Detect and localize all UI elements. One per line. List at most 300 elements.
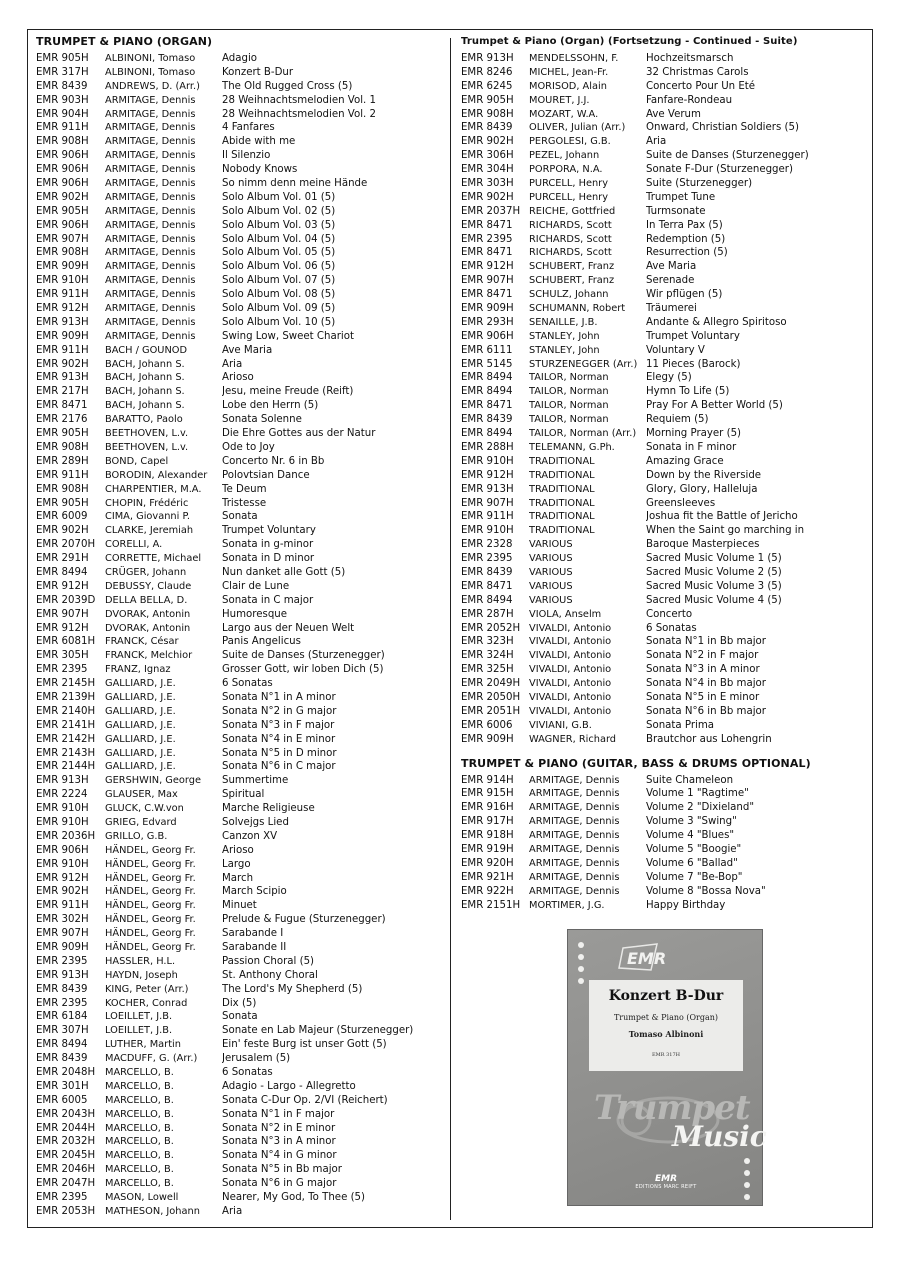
title: Ode to Joy <box>222 441 275 453</box>
title: Sacred Music Volume 4 (5) <box>646 594 782 606</box>
composer: VARIOUS <box>529 539 573 551</box>
title: Sonata N°6 in Bb major <box>646 705 766 717</box>
composer: BEETHOVEN, L.v. <box>105 428 189 440</box>
title: Voluntary V <box>646 344 705 356</box>
title: Summertime <box>222 775 289 787</box>
title: The Lord's My Shepherd (5) <box>222 983 363 995</box>
composer: MARCELLO, B. <box>105 1136 174 1148</box>
title: Minuet <box>222 900 257 912</box>
title: Solo Album Vol. 04 (5) <box>222 233 336 245</box>
composer: CLARKE, Jeremiah <box>105 525 194 537</box>
catalog-right-row <box>461 358 866 372</box>
composer: GRILLO, G.B. <box>105 830 168 842</box>
catalog-left-row <box>36 552 446 566</box>
edition-number: EMR 912H <box>36 622 89 634</box>
edition-number: EMR 8439 <box>36 1053 88 1065</box>
composer: ARMITAGE, Dennis <box>105 178 196 190</box>
catalog-left-row <box>36 52 446 66</box>
composer: ARMITAGE, Dennis <box>105 136 196 148</box>
catalog-left-row <box>36 1177 446 1191</box>
catalog-left-row <box>36 913 446 927</box>
edition-number: EMR 912H <box>36 303 89 315</box>
edition-number: EMR 913H <box>461 483 514 495</box>
title: 4 Fanfares <box>222 122 275 134</box>
edition-number: EMR 908H <box>36 441 89 453</box>
edition-number: EMR 8494 <box>461 594 513 606</box>
title: Il Silenzio <box>222 150 271 162</box>
composer: HÄNDEL, Georg Fr. <box>105 872 196 884</box>
composer: RICHARDS, Scott <box>529 233 612 245</box>
title: Sacred Music Volume 2 (5) <box>646 566 782 578</box>
catalog-left-row <box>36 1052 446 1066</box>
composer: VIVALDI, Antonio <box>529 650 612 662</box>
catalog-left-row <box>36 1066 446 1080</box>
title: Sonata in g-minor <box>222 539 314 551</box>
catalog-right-row <box>461 649 866 663</box>
composer: ARMITAGE, Dennis <box>529 802 620 814</box>
title: Serenade <box>646 275 695 287</box>
composer: TRADITIONAL <box>529 497 595 509</box>
edition-number: EMR 2142H <box>36 733 96 745</box>
edition-number: EMR 902H <box>461 136 514 148</box>
cover-dots-bottom <box>744 1158 750 1206</box>
composer: DELLA BELLA, D. <box>105 594 188 606</box>
composer: DVORAK, Antonin <box>105 622 191 634</box>
edition-number: EMR 6005 <box>36 1094 88 1106</box>
composer: SCHULZ, Johann <box>529 289 609 301</box>
composer: VIVALDI, Antonio <box>529 664 612 676</box>
title: Spiritual <box>222 789 265 801</box>
composer: ARMITAGE, Dennis <box>105 164 196 176</box>
composer: HÄNDEL, Georg Fr. <box>105 886 196 898</box>
title: Sonata Prima <box>646 719 715 731</box>
catalog-left-row <box>36 1080 446 1094</box>
composer: GRIEG, Edvard <box>105 816 177 828</box>
title: Solo Album Vol. 01 (5) <box>222 191 336 203</box>
composer: ARMITAGE, Dennis <box>529 788 620 800</box>
edition-number: EMR 8471 <box>461 289 513 301</box>
title: 28 Weihnachtsmelodien Vol. 1 <box>222 94 377 106</box>
edition-number: EMR 2395 <box>36 664 88 676</box>
catalog-list-left <box>36 52 446 1219</box>
composer: ARMITAGE, Dennis <box>105 94 196 106</box>
catalog-right-row <box>461 177 866 191</box>
title: Solvejgs Lied <box>222 816 289 828</box>
title: Joshua fit the Battle of Jericho <box>646 511 798 523</box>
edition-number: EMR 910H <box>461 455 514 467</box>
composer: ARMITAGE, Dennis <box>105 275 196 287</box>
catalog-right-row <box>461 163 866 177</box>
edition-number: EMR 8471 <box>461 580 513 592</box>
catalog-left-row <box>36 885 446 899</box>
catalog-left-row <box>36 941 446 955</box>
composer: ARMITAGE, Dennis <box>105 108 196 120</box>
edition-number: EMR 912H <box>461 261 514 273</box>
edition-number: EMR 6081H <box>36 636 96 648</box>
composer: VARIOUS <box>529 580 573 592</box>
catalog-right-row <box>461 330 866 344</box>
edition-number: EMR 905H <box>36 53 89 64</box>
edition-number: EMR 2049H <box>461 678 521 690</box>
edition-number: EMR 2032H <box>36 1136 96 1148</box>
catalog-guitar-row <box>461 899 866 913</box>
catalog-left-row <box>36 524 446 538</box>
edition-number: EMR 911H <box>461 511 514 523</box>
composer: PORPORA, N.A. <box>529 164 603 176</box>
composer: BOND, Capel <box>105 455 169 467</box>
title: Volume 6 "Ballad" <box>646 857 738 869</box>
catalog-right-row <box>461 469 866 483</box>
title: Solo Album Vol. 10 (5) <box>222 316 336 328</box>
title: Concerto <box>646 608 693 620</box>
composer: HÄNDEL, Georg Fr. <box>105 900 196 912</box>
catalog-left-row <box>36 80 446 94</box>
composer: GALLIARD, J.E. <box>105 691 176 703</box>
title: Sonate F-Dur (Sturzenegger) <box>646 164 793 176</box>
catalog-right-row <box>461 52 866 66</box>
composer: TRADITIONAL <box>529 525 595 537</box>
title: Te Deum <box>222 483 267 495</box>
composer: ARMITAGE, Dennis <box>105 303 196 315</box>
catalog-left-row <box>36 177 446 191</box>
catalog-left-row <box>36 719 446 733</box>
title: Volume 2 "Dixieland" <box>646 802 755 814</box>
composer: ARMITAGE, Dennis <box>105 191 196 203</box>
catalog-left-row <box>36 677 446 691</box>
composer: TRADITIONAL <box>529 469 595 481</box>
title: Wir pflügen (5) <box>646 289 723 301</box>
edition-number: EMR 289H <box>36 455 89 467</box>
catalog-right-row <box>461 316 866 330</box>
edition-number: EMR 2053H <box>36 1205 96 1217</box>
edition-number: EMR 2139H <box>36 691 96 703</box>
edition-number: EMR 2143H <box>36 747 96 759</box>
edition-number: EMR 913H <box>36 969 89 981</box>
catalog-guitar-row <box>461 829 866 843</box>
edition-number: EMR 302H <box>36 914 89 926</box>
title: Trumpet Voluntary <box>222 525 316 537</box>
catalog-right-row <box>461 510 866 524</box>
title: Requiem (5) <box>646 414 709 426</box>
edition-number: EMR 905H <box>36 428 89 440</box>
title: Ein' feste Burg ist unser Gott (5) <box>222 1039 387 1051</box>
title: 32 Christmas Carols <box>646 66 749 78</box>
title: Andante & Allegro Spiritoso <box>646 316 787 328</box>
edition-number: EMR 908H <box>36 483 89 495</box>
composer: REICHE, Gottfried <box>529 205 616 217</box>
edition-number: EMR 8439 <box>461 122 513 134</box>
title: Sacred Music Volume 3 (5) <box>646 580 782 592</box>
composer: CHARPENTIER, M.A. <box>105 483 202 495</box>
catalog-left-row <box>36 538 446 552</box>
catalog-left-row <box>36 566 446 580</box>
composer: MICHEL, Jean-Fr. <box>529 66 609 78</box>
edition-number: EMR 910H <box>36 816 89 828</box>
catalog-left-row <box>36 622 446 636</box>
composer: ARMITAGE, Dennis <box>105 205 196 217</box>
edition-number: EMR 8494 <box>461 372 513 384</box>
composer: TAILOR, Norman <box>529 400 609 412</box>
publisher-name: EDITIONS MARC REIFT <box>635 1184 697 1190</box>
edition-number: EMR 902H <box>461 191 514 203</box>
edition-number: EMR 6006 <box>461 719 513 731</box>
composer: HAYDN, Joseph <box>105 969 178 981</box>
catalog-left-row <box>36 205 446 219</box>
section-title-guitar-bass-drums: TRUMPET & PIANO (GUITAR, BASS & DRUMS OPTIONAL) <box>461 756 811 770</box>
title: Concerto Nr. 6 in Bb <box>222 455 325 467</box>
edition-number: EMR 912H <box>36 872 89 884</box>
edition-number: EMR 325H <box>461 664 514 676</box>
edition-number: EMR 917H <box>461 816 514 828</box>
title: Concerto Pour Un Eté <box>646 80 756 92</box>
title: Adagio - Largo - Allegretto <box>222 1080 356 1092</box>
composer: SCHUBERT, Franz <box>529 275 615 287</box>
edition-number: EMR 902H <box>36 886 89 898</box>
catalog-right-row <box>461 427 866 441</box>
edition-number: EMR 905H <box>36 497 89 509</box>
title: Sonata N°5 in D minor <box>222 747 337 759</box>
title: Trumpet Voluntary <box>646 330 740 342</box>
cover-publisher <box>634 1174 698 1190</box>
edition-number: EMR 908H <box>36 136 89 148</box>
composer: TAILOR, Norman (Arr.) <box>529 428 637 440</box>
catalog-right-row <box>461 719 866 733</box>
composer: STANLEY, John <box>529 330 600 342</box>
cover-subtitle: Trumpet & Piano (Organ) <box>613 1013 719 1022</box>
edition-number: EMR 906H <box>36 178 89 190</box>
composer: ARMITAGE, Dennis <box>105 330 196 342</box>
composer: HÄNDEL, Georg Fr. <box>105 928 196 940</box>
edition-number: EMR 913H <box>36 775 89 787</box>
composer: GLUCK, C.W.von <box>105 803 184 815</box>
composer: MENDELSSOHN, F. <box>529 53 619 64</box>
catalog-left-row <box>36 163 446 177</box>
catalog-guitar-row <box>461 885 866 899</box>
edition-number: EMR 908H <box>36 247 89 259</box>
composer: GERSHWIN, George <box>105 775 202 787</box>
column-divider <box>450 38 451 1220</box>
catalog-left-row <box>36 608 446 622</box>
composer: VIVALDI, Antonio <box>529 622 612 634</box>
catalog-right-row <box>461 663 866 677</box>
edition-number: EMR 909H <box>461 303 514 315</box>
composer: MACDUFF, G. (Arr.) <box>105 1053 198 1065</box>
title: Sonata N°2 in F major <box>646 650 759 662</box>
catalog-left-row <box>36 302 446 316</box>
title: Sonata N°1 in A minor <box>222 691 336 703</box>
composer: HÄNDEL, Georg Fr. <box>105 914 196 926</box>
edition-number: EMR 6009 <box>36 511 88 523</box>
edition-number: EMR 303H <box>461 178 514 190</box>
catalog-left-row <box>36 733 446 747</box>
catalog-right-row <box>461 635 866 649</box>
composer: VIVALDI, Antonio <box>529 705 612 717</box>
edition-number: EMR 913H <box>36 316 89 328</box>
edition-number: EMR 911H <box>36 122 89 134</box>
catalog-left-row <box>36 316 446 330</box>
composer: ANDREWS, D. (Arr.) <box>105 80 200 92</box>
composer: DEBUSSY, Claude <box>105 580 192 592</box>
title: 6 Sonatas <box>222 678 273 690</box>
catalog-left-row <box>36 997 446 1011</box>
title: Arioso <box>222 372 254 384</box>
composer: SCHUMANN, Robert <box>529 303 626 315</box>
composer: ALBINONI, Tomaso <box>105 53 196 64</box>
composer: RICHARDS, Scott <box>529 219 612 231</box>
edition-number: EMR 8246 <box>461 66 513 78</box>
edition-number: EMR 324H <box>461 650 514 662</box>
edition-number: EMR 2050H <box>461 691 521 703</box>
composer: TELEMANN, G.Ph. <box>529 441 615 453</box>
composer: ARMITAGE, Dennis <box>529 843 620 855</box>
catalog-right-row <box>461 274 866 288</box>
catalog-right-row <box>461 691 866 705</box>
title: Jesu, meine Freude (Reift) <box>222 386 354 398</box>
catalog-left-row <box>36 94 446 108</box>
catalog-left-row <box>36 260 446 274</box>
title: Jerusalem (5) <box>222 1053 291 1065</box>
composer: STANLEY, John <box>529 344 600 356</box>
composer: GALLIARD, J.E. <box>105 733 176 745</box>
catalog-left-row <box>36 510 446 524</box>
title: Sonata N°5 in Bb major <box>222 1164 342 1176</box>
composer: HÄNDEL, Georg Fr. <box>105 858 196 870</box>
edition-number: EMR 2224 <box>36 789 88 801</box>
title: Volume 7 "Be-Bop" <box>646 871 743 883</box>
composer: PEZEL, Johann <box>529 150 600 162</box>
catalog-left-row <box>36 635 446 649</box>
composer: MORISOD, Alain <box>529 80 607 92</box>
edition-number: EMR 301H <box>36 1080 89 1092</box>
catalog-left-row <box>36 1024 446 1038</box>
title: Marche Religieuse <box>222 803 315 815</box>
catalog-right-row <box>461 608 866 622</box>
cover-composer: Tomaso Albinoni <box>628 1029 704 1039</box>
edition-number: EMR 8439 <box>461 414 513 426</box>
composer: MARCELLO, B. <box>105 1122 174 1134</box>
catalog-guitar-row <box>461 843 866 857</box>
title: March <box>222 872 254 884</box>
title: In Terra Pax (5) <box>646 219 723 231</box>
edition-number: EMR 913H <box>36 372 89 384</box>
composer: GALLIARD, J.E. <box>105 719 176 731</box>
edition-number: EMR 323H <box>461 636 514 648</box>
catalog-left-row <box>36 830 446 844</box>
edition-number: EMR 906H <box>461 330 514 342</box>
edition-number: EMR 2048H <box>36 1067 96 1079</box>
edition-number: EMR 8494 <box>36 566 88 578</box>
catalog-left-row <box>36 816 446 830</box>
title: Solo Album Vol. 09 (5) <box>222 303 336 315</box>
composer: PERGOLESI, G.B. <box>529 136 611 148</box>
edition-number: EMR 915H <box>461 788 514 800</box>
edition-number: EMR 287H <box>461 608 514 620</box>
composer: ARMITAGE, Dennis <box>105 261 196 273</box>
composer: ARMITAGE, Dennis <box>105 289 196 301</box>
edition-number: EMR 2151H <box>461 899 521 911</box>
composer: MASON, Lowell <box>105 1192 179 1204</box>
catalog-guitar-row <box>461 801 866 815</box>
composer: TAILOR, Norman <box>529 372 609 384</box>
edition-number: EMR 293H <box>461 316 514 328</box>
composer: FRANCK, César <box>105 636 179 648</box>
title: Passion Choral (5) <box>222 955 315 967</box>
composer: FRANCK, Melchior <box>105 650 193 662</box>
title: Sonata <box>222 1011 258 1023</box>
edition-number: EMR 913H <box>461 53 514 64</box>
composer: TAILOR, Norman <box>529 386 609 398</box>
edition-number: EMR 918H <box>461 830 514 842</box>
title: Aria <box>222 1205 243 1217</box>
title: Suite de Danses (Sturzenegger) <box>222 650 385 662</box>
cover-dots-top <box>578 942 584 990</box>
composer: GALLIARD, J.E. <box>105 761 176 773</box>
title: Sonata <box>222 511 258 523</box>
catalog-left-row <box>36 330 446 344</box>
title: Sonata N°5 in E minor <box>646 691 760 703</box>
catalog-right-row <box>461 705 866 719</box>
composer: ARMITAGE, Dennis <box>105 316 196 328</box>
catalog-left-row <box>36 969 446 983</box>
edition-number: EMR 911H <box>36 469 89 481</box>
catalog-right-row <box>461 260 866 274</box>
title: Pray For A Better World (5) <box>646 400 783 412</box>
composer: VIVIANI, G.B. <box>529 719 592 731</box>
book-cover-image <box>567 929 767 1206</box>
composer: MARCELLO, B. <box>105 1094 174 1106</box>
title: Resurrection (5) <box>646 247 728 259</box>
edition-number: EMR 305H <box>36 650 89 662</box>
title: Aria <box>222 358 243 370</box>
composer: MARCELLO, B. <box>105 1164 174 1176</box>
composer: FRANZ, Ignaz <box>105 664 171 676</box>
catalog-left-row <box>36 135 446 149</box>
composer: VARIOUS <box>529 566 573 578</box>
title: Polovtsian Dance <box>222 469 310 481</box>
title: Suite (Sturzenegger) <box>646 178 753 190</box>
composer: LUTHER, Martin <box>105 1039 181 1051</box>
title: Sonata N°1 in F major <box>222 1108 335 1120</box>
title: Hymn To Life (5) <box>646 386 730 398</box>
catalog-left-row <box>36 385 446 399</box>
title: Tristesse <box>222 497 267 509</box>
title: Ave Maria <box>222 344 273 356</box>
composer: TRADITIONAL <box>529 483 595 495</box>
edition-number: EMR 2070H <box>36 539 96 551</box>
edition-number: EMR 909H <box>36 942 89 953</box>
catalog-left-row <box>36 594 446 608</box>
composer: GALLIARD, J.E. <box>105 705 176 717</box>
catalog-left-row <box>36 149 446 163</box>
edition-number: EMR 905H <box>36 205 89 217</box>
title: Konzert B-Dur <box>222 66 294 78</box>
edition-number: EMR 914H <box>461 774 514 786</box>
composer: CIMA, Giovanni P. <box>105 511 190 523</box>
title: Arioso <box>222 844 254 856</box>
edition-number: EMR 906H <box>36 219 89 231</box>
edition-number: EMR 912H <box>36 580 89 592</box>
title: Sonata N°2 in G major <box>222 705 337 717</box>
catalog-right-row <box>461 219 866 233</box>
title: 6 Sonatas <box>222 1067 273 1079</box>
catalog-guitar-row <box>461 871 866 885</box>
composer: BARATTO, Paolo <box>105 414 183 426</box>
catalog-left-row <box>36 371 446 385</box>
catalog-left-row <box>36 455 446 469</box>
edition-number: EMR 2045H <box>36 1150 96 1162</box>
title: Greensleeves <box>646 497 716 509</box>
title: Brautchor aus Lohengrin <box>646 733 772 745</box>
